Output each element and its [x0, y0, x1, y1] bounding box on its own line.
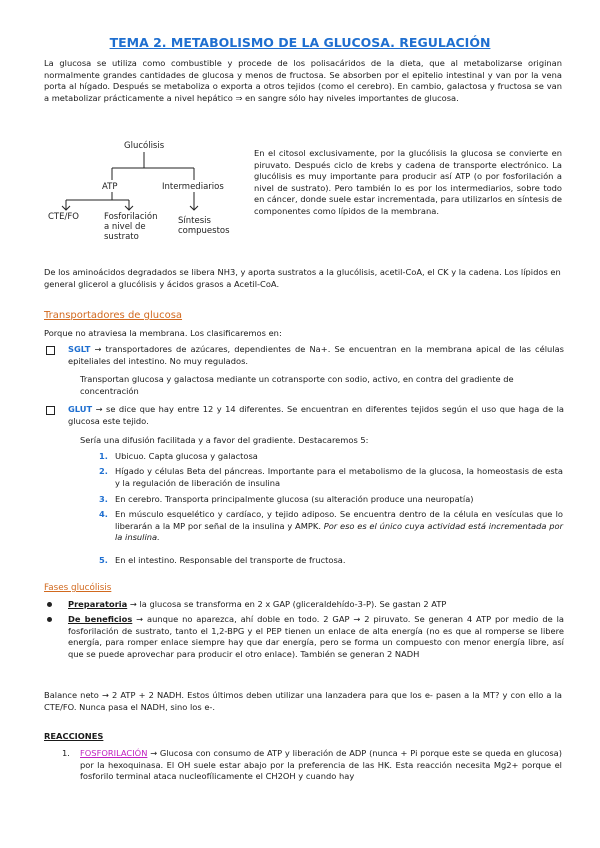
sglt-sub: Transportan glucosa y galactosa mediante un cotransporte con sodio, activo, en contra del gradiente de concentración: [80, 374, 514, 396]
list-text: En cerebro. Transporta principalmente glucosa (su alteración produce una neuropatía): [115, 494, 474, 504]
glycolysis-diagram: [44, 140, 244, 250]
diagram-sintesis: Síntesis compuestos: [178, 216, 230, 236]
fase-preparatoria: [46, 599, 564, 611]
list-number: 1.: [99, 451, 108, 461]
reacciones-heading: REACCIONES: [44, 731, 104, 741]
list-number: 1.: [62, 748, 70, 758]
glut-text: → se dice que hay entre 12 y 14 diferentes. Se encuentran en diferentes tejidos según el uso que haga de la glucosa este tejido.: [68, 404, 564, 426]
glut-list-item: [99, 555, 563, 567]
fase-label: Preparatoria: [68, 599, 128, 609]
fase-text: → la glucosa se transforma en 2 x GAP (gliceraldehído-3-P). Se gastan 2 ATP: [127, 599, 447, 609]
glut-acronym: GLUT: [68, 404, 93, 414]
diagram-root: Glucólisis: [124, 141, 165, 151]
checkbox-bullet-icon: [46, 346, 55, 355]
glut-list-item: [99, 494, 563, 506]
transportadores-heading: Transportadores de glucosa: [44, 310, 183, 321]
reaccion-item: [62, 748, 562, 783]
diagram-cte: CTE/FO: [48, 212, 79, 222]
glut-list-item: [99, 509, 563, 544]
list-number: 2.: [99, 466, 108, 476]
glut-list-item: [99, 466, 563, 489]
page-title: TEMA 2. METABOLISMO DE LA GLUCOSA. REGULACIÓN: [109, 35, 491, 50]
diagram-fosforilacion: Fosforilación a nivel de sustrato: [104, 212, 158, 242]
intro-paragraph: La glucosa se utiliza como combustible y procede de los polisacáridos de la dieta, que al metabolizarse originan normalmente grandes cantidades de glucosa y menos de fructosa. Se absorben por el epitelio intestinal y van por la vena porta al hígado. Después se metaboliza o exporta a otros tejidos (como el cerebro). En cambio, galactosa y fructosa se van a metabolizar prácticamente a nivel hepático ⇒ en sangre sólo hay niveles importantes de glucosa.: [44, 58, 562, 103]
checkbox-bullet-icon: [46, 406, 55, 415]
diagram-atp: ATP: [102, 182, 118, 192]
aminoacidos-paragraph: De los aminoácidos degradados se libera NH3, y aporta sustratos a la glucólisis, acetil-CoA, el CK y la cadena. Los lípidos en general glicerol a glucólisis y ácidos grasos a Acetil-CoA.: [44, 267, 561, 289]
glut-sub: Sería una difusión facilitada y a favor del gradiente. Destacaremos 5:: [80, 435, 369, 445]
sglt-acronym: SGLT: [68, 344, 91, 354]
list-text: En el intestino. Responsable del transporte de fructosa.: [115, 555, 346, 565]
list-number: 3.: [99, 494, 108, 504]
reaccion-label: FOSFORILACIÓN: [80, 748, 148, 758]
list-number: 4.: [99, 509, 108, 519]
list-italic-note: Por eso es el único cuya actividad está incrementada por la insulina.: [115, 520, 563, 543]
transportadores-intro: Porque no atraviesa la membrana. Los clasificaremos en:: [44, 328, 282, 338]
glut-list-item: [99, 451, 563, 463]
balance-paragraph: Balance neto → 2 ATP + 2 NADH. Estos últimos deben utilizar una lanzadera para que los e- pasen a la MT? y con ello a la CTE/FO. Nunca pasa el NADH, sino los e-.: [44, 690, 562, 712]
sglt-item: [46, 344, 564, 367]
bullet-icon: [47, 602, 52, 607]
diagram-intermediarios: Intermediarios: [162, 182, 224, 192]
sglt-text: → transportadores de azúcares, dependientes de Na+. Se encuentran en la membrana apical de las células epiteliales del intestino. No muy regulados.: [68, 344, 564, 366]
glut-item: [46, 404, 564, 427]
fase-label: De beneficios: [68, 614, 133, 624]
reaccion-text: → Glucosa con consumo de ATP y liberación de ADP (nunca + Pi porque este se queda en glucosa) por la hexoquinasa. El OH suele estar abajo por la preferencia de las HK. Esta reacción necesita Mg2+ porque el fosforilo terminal ataca nucleofílicamente el CH2OH y cuando hay: [80, 748, 562, 782]
list-text: En músculo esquelético y cardíaco, y tejido adiposo. Se encuentra dentro de la célula en vesículas que lo liberarán a la MP por señal de la insulina y AMPK.: [115, 509, 563, 531]
list-number: 5.: [99, 555, 108, 565]
fase-text: → aunque no aparezca, ahí doble en todo. 2 GAP → 2 piruvato. Se generan 4 ATP por medio de la fosforilación de sustrato, tanto el 1,2-BPG y el PEP tienen un enlace de alta energía (no es que al romperse se libere energía, para romper enlace siempre hay que dar energía, pero se forma un compuesto con menor energía libre, así que se puede aprovechar para producir el otro enlace). También se generan 2 NADH: [68, 614, 564, 659]
fases-heading: Fases glucólisis: [44, 583, 112, 593]
fase-beneficios: [46, 614, 564, 660]
list-text: Hígado y células Beta del páncreas. Importante para el metabolismo de la glucosa, la homeostasis de esta y la regulación de liberación de insulina: [115, 466, 563, 488]
bullet-icon: [47, 617, 52, 622]
list-text: Ubicuo. Capta glucosa y galactosa: [115, 451, 258, 461]
citosol-paragraph: En el citosol exclusivamente, por la glucólisis la glucosa se convierte en piruvato. Después ciclo de krebs y cadena de transporte electrónico. La glucólisis es muy importante para producir así ATP (o por fosforilación a nivel de sustrato). Pero también lo es por los intermediarios, sobre todo en cáncer, donde suele estar incrementada, para utilizarlos en síntesis de componentes como lípidos de la membrana.: [254, 148, 562, 216]
